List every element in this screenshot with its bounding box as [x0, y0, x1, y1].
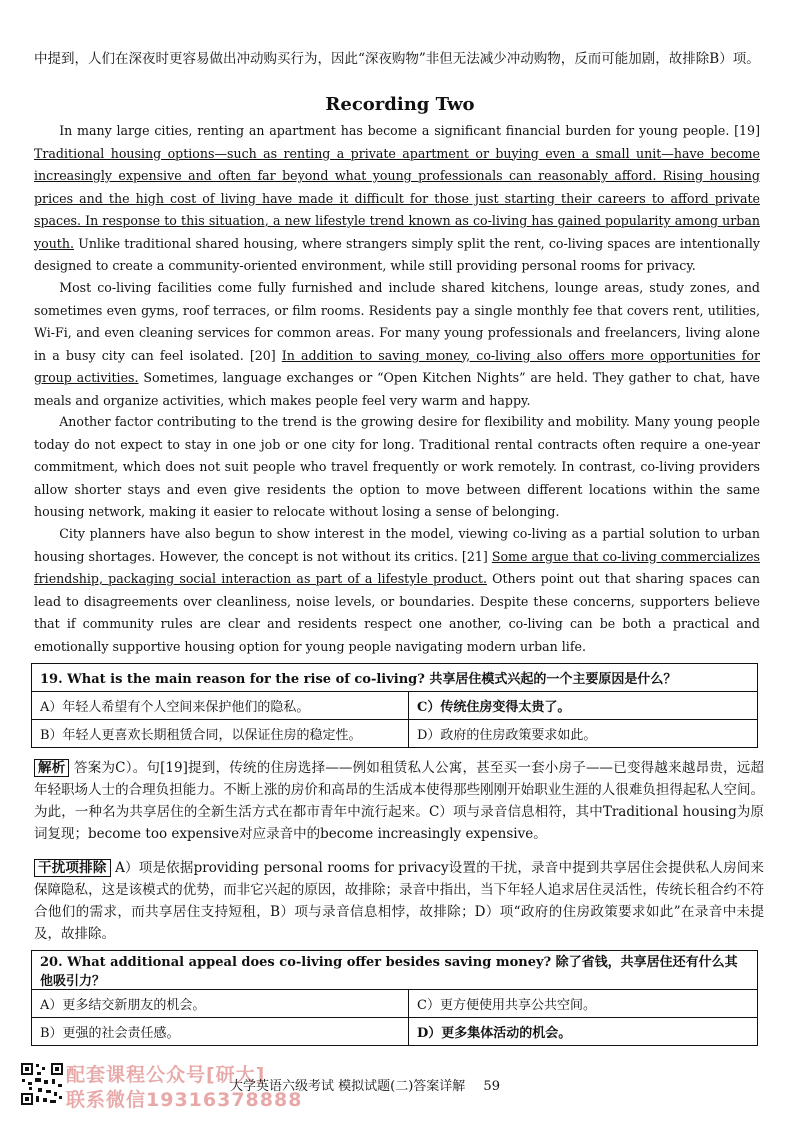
watermark-line-1: 配套课程公众号[研大] [66, 1064, 266, 1086]
q20-option-b: B）更强的社会责任感。 [32, 1018, 409, 1046]
p4-text-a: City planners have also begun to show interest in the model, viewing co-living as a partial solution to urban housing shortages. However, the concept is not without its critics. [21] [34, 526, 760, 564]
p1-underlined: Traditional housing options—such as renting a private apartment or buying even a small unit—have become increasingly expensive and often far beyond what young professionals can reasonably afford. Rising housing prices and the high cost of living have made it difficult for those just starting their careers to afford private spaces. In response to this situation, a new lifestyle trend known as co-living has gained popularity among urban youth. [34, 145, 760, 251]
paragraph-4 [34, 523, 760, 658]
p1-text-b: Unlike traditional shared housing, where strangers simply split the rent, co-living spaces are intentionally designed to create a community-oriented environment, while still providing personal rooms for privacy. [34, 235, 760, 273]
paragraph-1 [34, 120, 760, 278]
analysis-tag: 解析 [34, 759, 69, 777]
paragraph-2 [34, 277, 760, 412]
distractor-19-text: A）项是依据providing personal rooms for privacy设置的干扰，录音中提到共享居住会提供私人房间来保障隐私，这是该模式的优势，而非它兴起的原因，故排除；录音中指出，当下年轻人追求居住灵活性，传统长租合约不符合他们的需求，而共享居住支持短租，B）项与录音信息相悖，故排除；D）项“政府的住房政策要求如此”在录音中未提及，故排除。 [34, 860, 764, 942]
distractor-19 [34, 857, 764, 945]
p4-text-b: Others point out that sharing spaces can lead to disagreements over cleanliness, noise levels, or boundaries. Despite these concerns, supporters believe that if community rules are clear and residents respect one another, co-living can be both a practical and emotionally supportive housing option for young people navigating modern urban life. [34, 571, 760, 654]
intro-text: 中提到，人们在深夜时更容易做出冲动购买行为，因此“深夜购物”非但无法减少冲动购物，反而可能加剧，故排除B）项。 [34, 51, 760, 67]
p4-underlined: Some argue that co-living commercializes friendship, packaging social interaction as part of a lifestyle product. [34, 548, 760, 586]
q20-option-d: D）更多集体活动的机会。 [409, 1018, 758, 1046]
question-20: 20. What additional appeal does co-living offer besides saving money? 除了省钱，共享居住还有什么其他吸引力？ [32, 951, 758, 990]
analysis-19-text: 答案为C）。句[19]提到，传统的住房选择——例如租赁私人公寓，甚至买一套小房子——已变得越来越昂贵，远超年轻职场人士的合理负担能力。不断上涨的房价和高昂的生活成本使得那些刚刚开始职业生涯的人很难负担得起私人空间。为此，一种名为共享居住的全新生活方式在都市青年中流行起来。C）项与录音信息相符，其中Traditional housing为原词复现；become too expensive对应录音中的become increasingly expensive。 [34, 760, 764, 842]
question-20-table [31, 950, 758, 1046]
q19-option-c: C）传统住房变得太贵了。 [409, 692, 758, 720]
p2-text-a: Most co-living facilities come fully furnished and include shared kitchens, lounge areas, study zones, and sometimes even gyms, roof terraces, or film rooms. Residents pay a single monthly fee that covers rent, utilities, Wi-Fi, and even cleaning services for common areas. For many young professionals and freelancers, living alone in a busy city can feel isolated. [20] [34, 280, 760, 363]
question-19-table [31, 663, 758, 748]
section-title: Recording Two [325, 94, 475, 115]
qr-code-icon [20, 1062, 64, 1106]
p2-underlined: In addition to saving money, co-living also offers more opportunities for group activities. [34, 347, 760, 385]
footer-title: 大学英语六级考试 模拟试题(二)答案详解 [230, 1079, 466, 1094]
question-19: 19. What is the main reason for the rise of co-living? 共享居住模式兴起的一个主要原因是什么？ [32, 664, 758, 692]
q19-option-a: A）年轻人希望有个人空间来保护他们的隐私。 [32, 692, 409, 720]
paragraph-3: Another factor contributing to the trend is the growing desire for flexibility and mobility. Many young people today do not expect to stay in one job or one city for long. Traditional rental contracts often require a one-year commitment, which does not suit people who travel frequently or work remotely. In contrast, co-living providers allow shorter stays and even give residents the option to move between different locations within the same housing network, making it easier to relocate without losing a sense of belonging. [34, 414, 760, 519]
q19-option-b: B）年轻人更喜欢长期租赁合同，以保证住房的稳定性。 [32, 720, 409, 748]
q20-option-c: C）更方便使用共享公共空间。 [409, 990, 758, 1018]
p2-text-b: Sometimes, language exchanges or “Open Kitchen Nights” are held. They gather to chat, have meals and organize activities, which makes people feel very warm and happy. [34, 370, 761, 408]
watermark-line-2: 联系微信19316378888 [66, 1089, 303, 1111]
distractor-tag: 干扰项排除 [34, 859, 111, 877]
analysis-19 [34, 757, 764, 845]
page-number: 59 [483, 1079, 500, 1094]
page-footer [230, 1075, 500, 1094]
p1-text-a: In many large cities, renting an apartment has become a significant financial burden for young people. [19] [59, 123, 760, 138]
q20-option-a: A）更多结交新朋友的机会。 [32, 990, 409, 1018]
q19-option-d: D）政府的住房政策要求如此。 [409, 720, 758, 748]
